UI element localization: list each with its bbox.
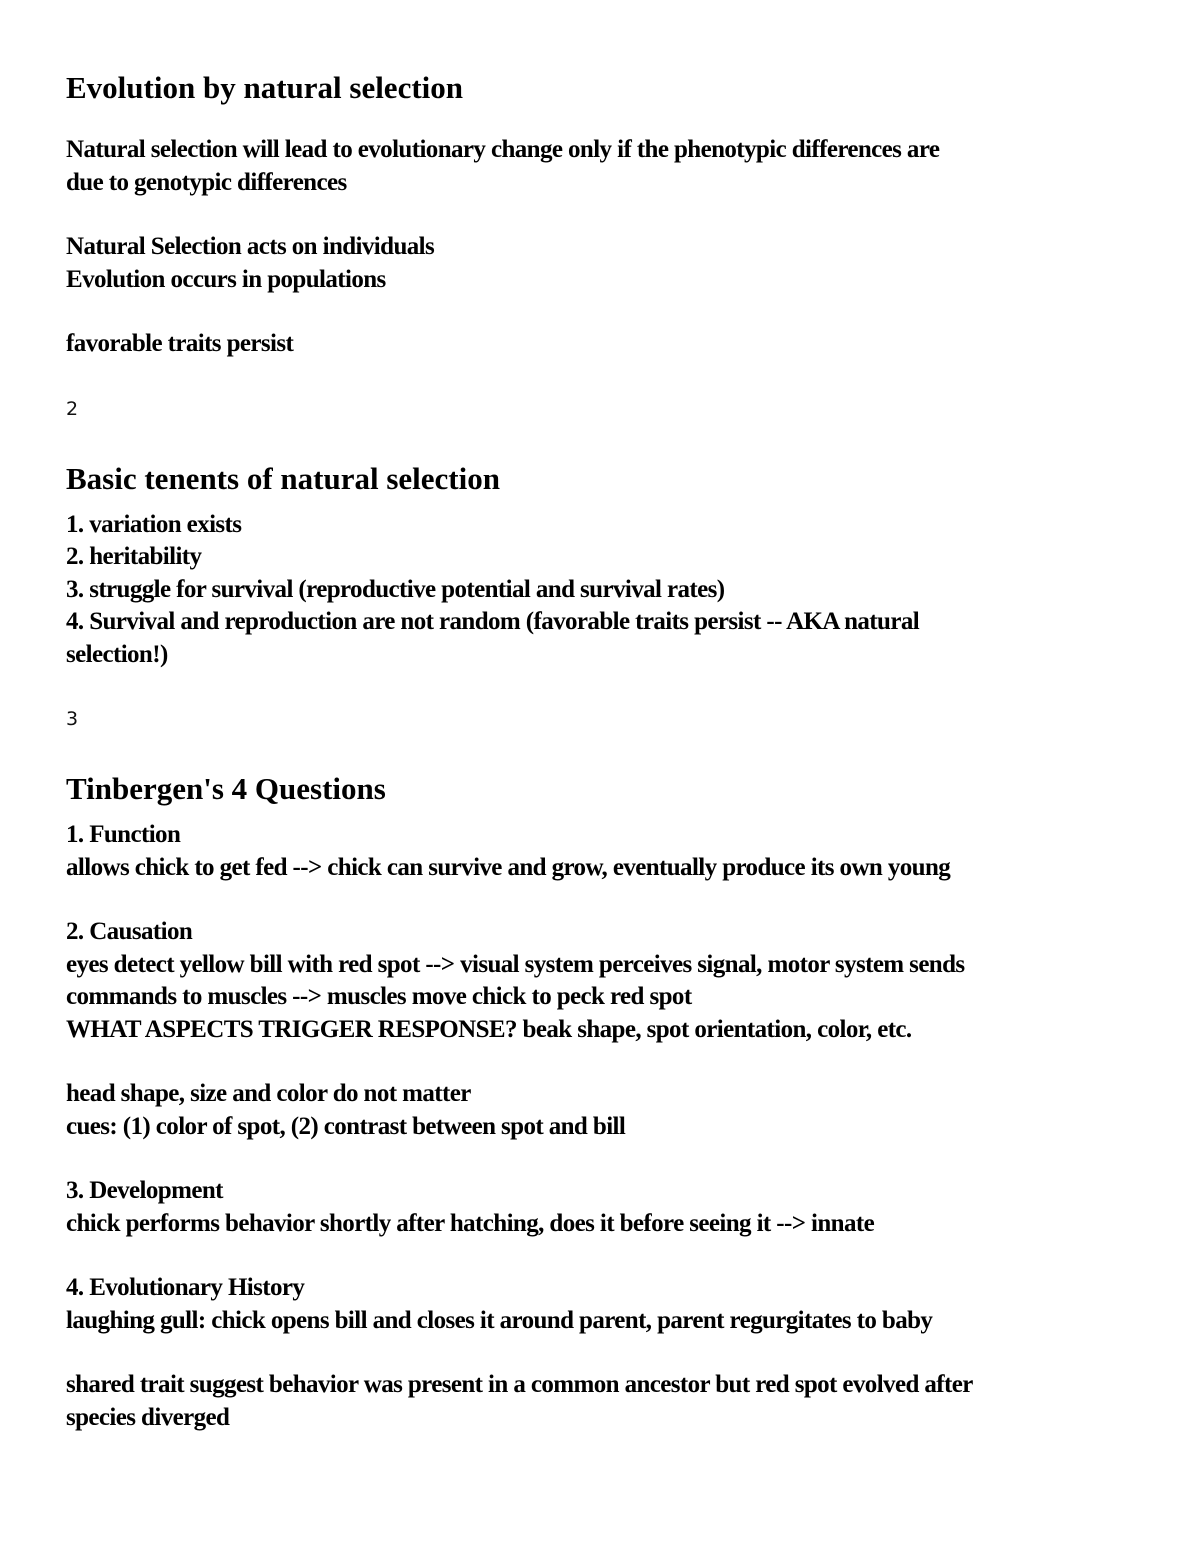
paragraph-development: [66, 1175, 1146, 1240]
list-item: 1. variation exists: [66, 510, 242, 538]
text-line: commands to muscles --> muscles move chick to peck red spot: [66, 983, 692, 1010]
text-line: WHAT ASPECTS TRIGGER RESPONSE? beak shape, spot orientation, color, etc.: [66, 1015, 912, 1043]
text-line: cues: (1) color of spot, (2) contrast between spot and bill: [66, 1112, 626, 1140]
section-heading-tinbergen: Tinbergen's 4 Questions: [66, 771, 386, 806]
paragraph-evolutionary-history: [66, 1272, 1146, 1337]
paragraph: [66, 231, 1146, 296]
text-line: 1. Function: [66, 821, 181, 848]
section-heading-basic-tenets: Basic tenents of natural selection: [66, 460, 500, 496]
text-line: Evolution occurs in populations: [66, 265, 386, 293]
text-line: eyes detect yellow bill with red spot --> visual system perceives signal, motor system sends: [66, 950, 965, 978]
list-item: 3. struggle for survival (reproductive potential and survival rates): [66, 575, 725, 603]
text-line: 4. Evolutionary History: [66, 1274, 305, 1301]
paragraph-cues: [66, 1078, 1146, 1143]
text-line: head shape, size and color do not matter: [66, 1080, 471, 1107]
text-line: Natural Selection acts on individuals: [66, 233, 435, 260]
text-line: 2. Causation: [66, 918, 193, 945]
text-line: shared trait suggest behavior was present in a common ancestor but red spot evolved after: [66, 1371, 973, 1398]
page-number: 2: [66, 397, 79, 420]
paragraph: [66, 134, 1146, 199]
list-item: 4. Survival and reproduction are not random (favorable traits persist -- AKA natural: [66, 608, 920, 635]
paragraph-causation: [66, 916, 1146, 1046]
text-line: species diverged: [66, 1403, 230, 1431]
text-line: 3. Development: [66, 1177, 223, 1204]
text-line: laughing gull: chick opens bill and closes it around parent, parent regurgitates to baby: [66, 1306, 933, 1334]
text-line: favorable traits persist: [66, 330, 294, 357]
text-line: chick performs behavior shortly after hatching, does it before seeing it --> innate: [66, 1209, 875, 1237]
list-item: 2. heritability: [66, 543, 202, 570]
paragraph-shared-trait: [66, 1369, 1146, 1434]
text-line: Natural selection will lead to evolutionary change only if the phenotypic differences are: [66, 136, 940, 163]
paragraph: [66, 328, 1146, 361]
page-number: 3: [66, 708, 79, 730]
section-heading-evolution: Evolution by natural selection: [66, 70, 464, 105]
text-line: allows chick to get fed --> chick can survive and grow, eventually produce its own young: [66, 853, 951, 881]
document-page: [66, 66, 1146, 1434]
paragraph-function: [66, 819, 1146, 884]
list-item-continuation: selection!): [66, 640, 168, 668]
numbered-list: [66, 509, 1146, 672]
text-line: due to genotypic differences: [66, 168, 347, 196]
